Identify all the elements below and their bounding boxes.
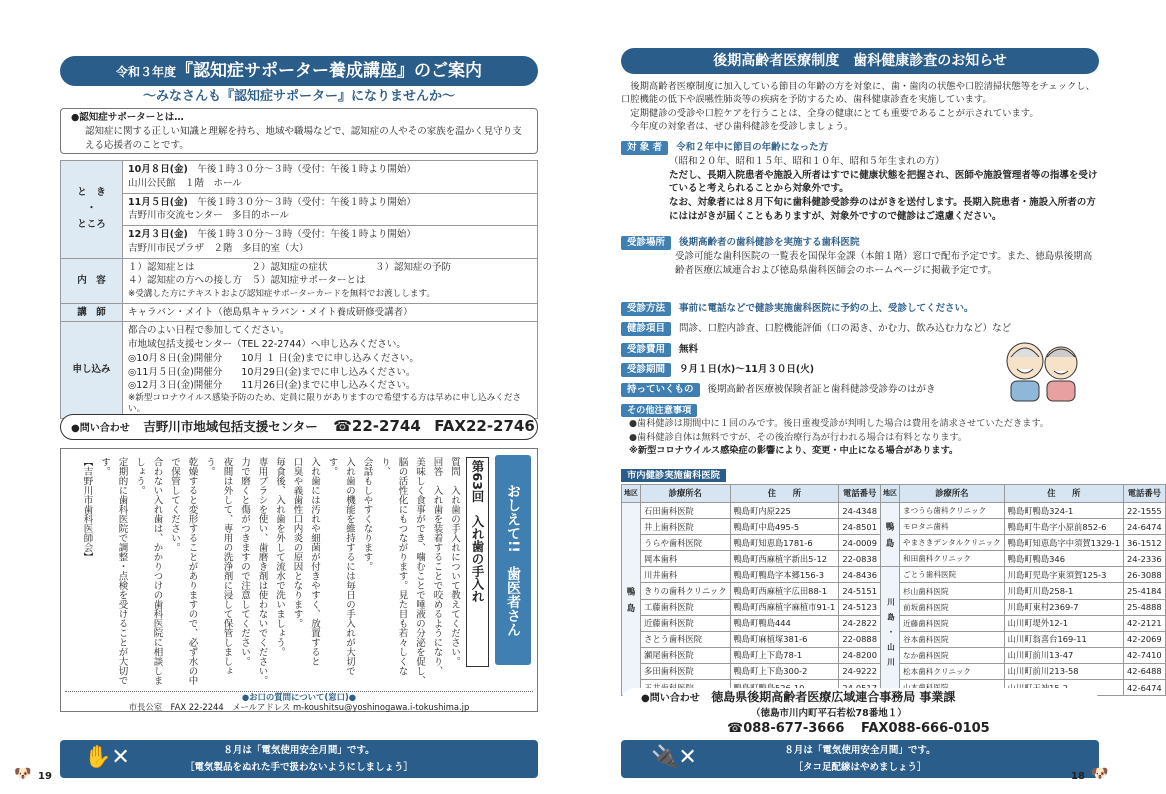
plug-hand-icon: ✋✕: [84, 745, 130, 770]
clinic-phone: 24-2822: [839, 615, 881, 631]
column-line: 美味しく食事ができ、噛むことで唾液の分泌を促し、: [414, 457, 425, 685]
session-time: 午後１時３０分～３時（受付：午後１時より開始）: [197, 196, 416, 208]
session-date: 12月３日(金): [128, 229, 188, 241]
note-item: ●歯科健診は期間中に１回のみです。後日重複受診が判明した場合は費用を請求させていただきます。: [629, 418, 1049, 430]
dental-intro: [621, 80, 1099, 134]
clinic-address: 山川町翁喜台169-11: [1004, 631, 1123, 647]
dementia-header: [60, 56, 538, 86]
column-line: 毎食後、入れ歯を外して流水で洗いましょう。: [274, 457, 285, 657]
session-place: 吉野川市交流センター 多目的ホール: [128, 210, 289, 222]
clinic-phone: 22-0888: [839, 631, 881, 647]
clinic-phone: 42-2069: [1124, 631, 1166, 647]
items-section: [621, 322, 1099, 336]
target-tag: 対 象 者: [621, 141, 668, 155]
col-area: 地区: [622, 485, 641, 503]
clinic-phone: 24-0009: [839, 535, 881, 551]
clinic-name: 近藤歯科医院: [641, 615, 730, 631]
session-3: [123, 226, 538, 259]
clinic-phone: 24-4348: [839, 503, 881, 519]
column-text: [81, 457, 463, 689]
note-item: ●歯科健診自体は無料ですが、その後治療行為が行われる場合は有料となります。: [629, 431, 968, 443]
method-section: [621, 302, 1099, 316]
apply-line: ◎12月３日(金)開催分 11月26日(金)までに申し込みください。: [128, 380, 416, 392]
clinic-phone: 42-2121: [1124, 615, 1166, 631]
clinic-address: 鴨島町知恵島字中須賀1329-1: [1004, 535, 1123, 551]
column-line: 脳の活性化にもつながります。見た目も若々しくなり、: [379, 457, 408, 676]
column-footer-title: ●お口の質問について(窓口)●: [241, 692, 357, 702]
dental-contact: [621, 688, 1099, 736]
clinic-phone: 24-9222: [839, 663, 881, 679]
clinic-address: 鴨島町牛島字小原前852-6: [1004, 519, 1123, 535]
clinic-phone: 26-3088: [1124, 567, 1166, 583]
column-side-title: おしえて!! 歯医者さん: [495, 455, 531, 665]
lecturer-cell: キャラバン・メイト（徳島県キャラバン・メイト養成研修受講者）: [123, 303, 538, 322]
clinic-name: 前坂歯科医院: [900, 599, 1005, 615]
column-line: 乾燥すると変形することがありますので、必ず水の中で保管してください。: [169, 457, 198, 685]
safety-banner-right: [621, 740, 1099, 778]
clinic-name: さとう歯科医院: [641, 631, 730, 647]
clinic-address: 川島町児島字東須賀125-3: [1004, 567, 1123, 583]
target-note: なお、対象者には８月下旬に歯科健診受診券のはがきを送付します。長期入院患者・施設入所者の方にははがきが届くこともありますが、対象外ですので健診はご遠慮ください。: [669, 197, 1096, 222]
schedule-table: [60, 160, 538, 419]
col-area: 地区: [880, 485, 899, 503]
clinic-table: [621, 484, 1166, 696]
clinic-address: 鴨島町内原225: [730, 503, 839, 519]
table-row: [622, 567, 1166, 583]
content-note: ※受講した方にテキストおよび認知症サポーターカードを無料でお渡しします。: [128, 289, 435, 300]
intro-heading: ●認知症サポーターとは…: [71, 112, 184, 123]
table-row: [622, 503, 1166, 519]
elderly-couple-illustration: [991, 335, 1091, 403]
banner-line2: ［電気製品をぬれた手で扱わないようにしましょう］: [184, 762, 413, 773]
notes-tag: その他注意事項: [621, 404, 697, 417]
clinic-name: 近藤歯科医院: [900, 615, 1005, 631]
contact-tel: ☎088-677-3666: [727, 721, 845, 736]
fee-text: 無料: [679, 344, 699, 355]
column-footer: [61, 692, 537, 712]
clinic-address: 鴨島町上下島300-2: [730, 663, 839, 679]
place-head: 後期高齢者の歯科健診を実施する歯科医院: [679, 237, 860, 248]
session-1: [123, 161, 538, 194]
target-sub: （昭和２０年、昭和１５年、昭和１０年、昭和５年生まれの方）: [669, 155, 945, 167]
clinic-phone: 25-4184: [1124, 583, 1166, 599]
clinic-name: なか歯科医院: [900, 647, 1005, 663]
clinic-address: 鴨島町鴨島字本郷156-3: [730, 567, 839, 583]
intro-text: 認知症に関する正しい知識と理解を持ち、地域や職場などで、認知症の人やその家族を温かく見守り支える応援者のことです。: [85, 125, 522, 151]
target-section: [621, 141, 1099, 224]
clinic-phone: 24-8200: [839, 647, 881, 663]
clinic-address: 川島町川島258-1: [1004, 583, 1123, 599]
clinic-name: 石田歯科医院: [641, 503, 730, 519]
clinic-phone: 24-2336: [1124, 551, 1166, 567]
dental-header: 後期高齢者医療制度 歯科健康診査のお知らせ: [621, 48, 1099, 74]
clinic-name: やまさきデンタルクリニック: [900, 535, 1005, 551]
clinic-phone: 42-6488: [1124, 663, 1166, 679]
method-tag: 受診方法: [621, 302, 671, 316]
intro-paragraph: 今年度の対象者は、ぜひ歯科健診を受診しましょう。: [630, 121, 854, 133]
content-label: 内 容: [61, 258, 123, 303]
notes-section: [621, 404, 1099, 457]
clinic-address: 鴨島町知恵島1781-6: [730, 535, 839, 551]
clinic-address: 山川町前川213-58: [1004, 663, 1123, 679]
session-date: 10月８日(金): [128, 164, 188, 175]
content-line: １）認知症とは ２）認知症の症状 ３）認知症の予防: [128, 261, 452, 273]
clinic-name: きりの歯科クリニック: [641, 583, 730, 599]
contact-org: 吉野川市地域包括支援センター: [143, 419, 318, 434]
column-line: 力で磨くと傷がつきますので注意してください。: [239, 457, 250, 666]
content-cell: [123, 258, 538, 303]
safety-banner-left: [60, 740, 538, 778]
period-tag: 受診期間: [621, 363, 671, 377]
col-name: 診療所名: [900, 485, 1005, 503]
column-line: 口臭や義歯性口内炎の原因となります。: [291, 457, 303, 628]
items-tag: 健診項目: [621, 322, 671, 336]
column-line: 【吉野川市歯科医師会】: [81, 457, 93, 562]
col-phone: 電話番号: [1124, 485, 1166, 503]
clinic-phone: 36-1512: [1124, 535, 1166, 551]
area-cell: 川 島 ・ 山 川: [880, 567, 899, 696]
clinic-phone: 42-7410: [1124, 647, 1166, 663]
clinic-address: 鴨島町西麻植字麻植市91-1: [730, 599, 839, 615]
intro-paragraph: 定期健診の受診や口腔ケアを行うことは、全身の健康にとても重要であることが示されています。: [630, 107, 1039, 119]
contact-label: ●問い合わせ: [71, 423, 130, 434]
clinic-name: 和田歯科クリニック: [900, 551, 1005, 567]
header-title: 『認知症サポーター養成講座』のご案内: [176, 61, 482, 81]
col-address: 住 所: [1004, 485, 1123, 503]
clinic-phone: 22-0838: [839, 551, 881, 567]
mascot-icon: 🐶: [1091, 766, 1109, 782]
apply-line: ※新型コロナウイルス感染予防のため、定員に限りがありますので希望する方は早めに申し込みください。: [128, 393, 522, 415]
column-line: 会話もしやすくなります。: [361, 457, 373, 571]
apply-line: ◎11月５日(金)開催分 10月29日(金)までに申し込みください。: [128, 366, 416, 378]
apply-label: 申し込み: [61, 322, 123, 418]
outlet-icon: 🔌✕: [651, 745, 697, 770]
clinic-phone: 24-6474: [1124, 519, 1166, 535]
clinic-name: 瀬尾歯科医院: [641, 647, 730, 663]
clinic-table-body: [622, 503, 1166, 696]
clinic-name: 杉山歯科医院: [900, 583, 1005, 599]
clinic-address: 山川町前川13-47: [1004, 647, 1123, 663]
area-cell: 鴨 島: [880, 503, 899, 567]
banner-line1: ８月は「電気使用安全月間」です。: [784, 745, 936, 756]
clinic-name: 川井歯科: [641, 567, 730, 583]
session-2: [123, 193, 538, 226]
content-line: ４）認知症の方への接し方 ５）認知症サポーターとは: [128, 275, 366, 287]
apply-line: 市地域包括支援センター（TEL 22-2744）へ申し込みください。: [128, 339, 406, 351]
apply-line: 都合のよい日程で参加してください。: [128, 325, 290, 337]
clinic-name: 岡本歯科: [641, 551, 730, 567]
method-text: 事前に電話などで健診実施歯科医院に予約の上、受診してください。: [679, 303, 974, 314]
clinic-address: 鴨島町麻植塚381-6: [730, 631, 839, 647]
clinic-address: 鴨島町西麻植字新出5-12: [730, 551, 839, 567]
intro-box: [60, 108, 538, 154]
dementia-contact: [60, 414, 538, 440]
column-line: 入れ歯の機能を維持するには毎日の手入れが大切です。: [326, 457, 355, 676]
clinic-name: うらや歯科医院: [641, 535, 730, 551]
clinic-address: 鴨島町西麻植字広田88-1: [730, 583, 839, 599]
covid-note: ※新型コロナウイルス感染症の影響により、変更・中止になる場合があります。: [629, 445, 959, 457]
clinic-name: 多田歯科医院: [641, 663, 730, 679]
banner-line1: ８月は「電気使用安全月間」です。: [223, 745, 375, 756]
contact-fax: FAX22-2746: [434, 417, 535, 435]
clinic-address: 鴨島町鴨島346: [1004, 551, 1123, 567]
right-page: [563, 0, 1162, 794]
banner-line2: ［タコ足配線はやめましょう］: [793, 762, 927, 773]
place-text: 受診可能な歯科医院の一覧表を国保年金課（本館１階）窓口で配布予定です。また、徳島県後期高齢者医療広域連合および徳島県歯科医師会のホームページに掲載予定です。: [675, 250, 1093, 276]
clinic-phone: 24-5123: [839, 599, 881, 615]
header-year: 令和３年度: [115, 65, 176, 79]
contact-fax: FAX088-666-0105: [860, 721, 990, 736]
clinic-table-wrap: [621, 484, 1162, 696]
schedule-table-wrap: [60, 160, 538, 419]
area-cell: 鴨 島: [622, 503, 641, 696]
dentist-column: [60, 448, 538, 712]
contact-label: ●問い合わせ: [641, 693, 700, 704]
bring-text: 後期高齢者医療被保険者証と歯科健診受診券のはがき: [707, 384, 936, 395]
clinic-name: 谷本歯科医院: [900, 631, 1005, 647]
col-address: 住 所: [730, 485, 839, 503]
clinic-address: 川島町東村2369-7: [1004, 599, 1123, 615]
column-line: 合わない入れ歯は、かかりつけの歯科医院に相談しましょう。: [134, 457, 163, 685]
column-line: 専用ブラシを使い、歯磨き剤は使わないでください。: [256, 457, 268, 685]
clinic-table-caption: 市内健診実施歯科医院: [621, 469, 726, 482]
period-text: ９月１日(水)～11月３０日(火): [679, 364, 815, 375]
fee-tag: 受診費用: [621, 343, 671, 357]
clinic-address: 鴨島町鴨島444: [730, 615, 839, 631]
session-time: 午後１時３０分～３時（受付：午後１時より開始）: [197, 164, 416, 175]
clinic-phone: 25-4888: [1124, 599, 1166, 615]
target-head: 令和２年中に節目の年齢になった方: [676, 142, 829, 153]
when-label: と き ・ ところ: [61, 161, 123, 259]
clinic-name: 井上歯科医院: [641, 519, 730, 535]
contact-tel: ☎22-2744: [333, 417, 421, 435]
clinic-phone: 42-6474: [1124, 680, 1166, 696]
items-text: 問診、口腔内診査、口腔機能評価（口の渇き、かむ力、飲み込む力など）など: [679, 323, 1012, 334]
clinic-address: 山川町堤外12-1: [1004, 615, 1123, 631]
place-section: [621, 236, 1099, 277]
column-line: 夜間は外して、専用の洗浄剤に浸して保管しましょう。: [204, 457, 233, 676]
clinic-address: 鴨島町鴨島324-1: [1004, 503, 1123, 519]
lecturer-label: 講 師: [61, 303, 123, 322]
clinic-name: モロタニ歯科: [900, 519, 1005, 535]
col-name: 診療所名: [641, 485, 730, 503]
place-tag: 受診場所: [621, 236, 671, 250]
contact-org: 徳島県後期高齢者医療広域連合事務局 事業課: [711, 690, 956, 704]
clinic-name: 松本歯科クリニック: [900, 663, 1005, 679]
clinic-phone: 24-5151: [839, 583, 881, 599]
elderly-couple-icon: [991, 335, 1091, 403]
session-place: 吉野川市民プラザ ２階 多目的室（大）: [128, 242, 309, 254]
clinic-name: ごとう歯科医院: [900, 567, 1005, 583]
column-footer-text: 市長公室 FAX 22-2244 メールアドレス m-koushitsu@yoshinogawa.i-tokushima.jp: [128, 702, 470, 712]
bring-tag: 持っていくもの: [621, 383, 700, 397]
page-number: 19: [38, 771, 52, 782]
dementia-subtitle: ～みなさんも『認知症サポーター』になりませんか～: [142, 89, 455, 104]
target-note: ただし、長期入院患者や施設入所者はすでに健康状態を把握され、医師や施設管理者等の指導を受けていると考えられることから対象外です。: [669, 169, 1098, 195]
clinic-phone: 24-8501: [839, 519, 881, 535]
clinic-address: 鴨島町中島495-5: [730, 519, 839, 535]
session-time: 午後１時３０分～３時（受付：午後１時より開始）: [197, 229, 416, 241]
intro-paragraph: 後期高齢者医療制度に加入している節目の年齢の方を対象に、歯・歯肉の状態や口腔清掃状態等をチェックし、口腔機能の低下や誤嚥性肺炎等の疾病を予防するため、歯科健康診査を実施しています。: [621, 81, 1095, 106]
page-number: 18: [1071, 771, 1085, 782]
column-line: 入れ歯には汚れや細菌が付きやすく、放置すると: [309, 457, 320, 666]
col-phone: 電話番号: [839, 485, 881, 503]
column-line: 質問 入れ歯の手入れについて教えてください。: [449, 457, 460, 666]
apply-cell: [123, 322, 538, 418]
column-line: 回答 入れ歯を装着することで咬めるようになり、: [431, 457, 443, 676]
column-line: 定期的に歯科医院で調整・点検を受けることが大切です。: [99, 457, 128, 685]
clinic-address: 鴨島町上下島78-1: [730, 647, 839, 663]
contact-address: （徳島市川内町平石若松78番地１）: [751, 708, 907, 719]
clinic-phone: 22-1555: [1124, 503, 1166, 519]
left-page: [0, 0, 560, 794]
mascot-icon: 🐶: [14, 766, 32, 782]
column-title: 第63回 入れ歯の手入れ: [466, 457, 489, 667]
clinic-name: 工藤歯科医院: [641, 599, 730, 615]
session-place: 山川公民館 １階 ホール: [128, 177, 242, 189]
clinic-phone: 24-8436: [839, 567, 881, 583]
clinic-name: まつうら歯科クリニック: [900, 503, 1005, 519]
session-date: 11月５日(金): [128, 196, 188, 208]
apply-line: ◎10月８日(金)開催分 10月 １ 日(金)までに申し込みください。: [128, 352, 419, 364]
